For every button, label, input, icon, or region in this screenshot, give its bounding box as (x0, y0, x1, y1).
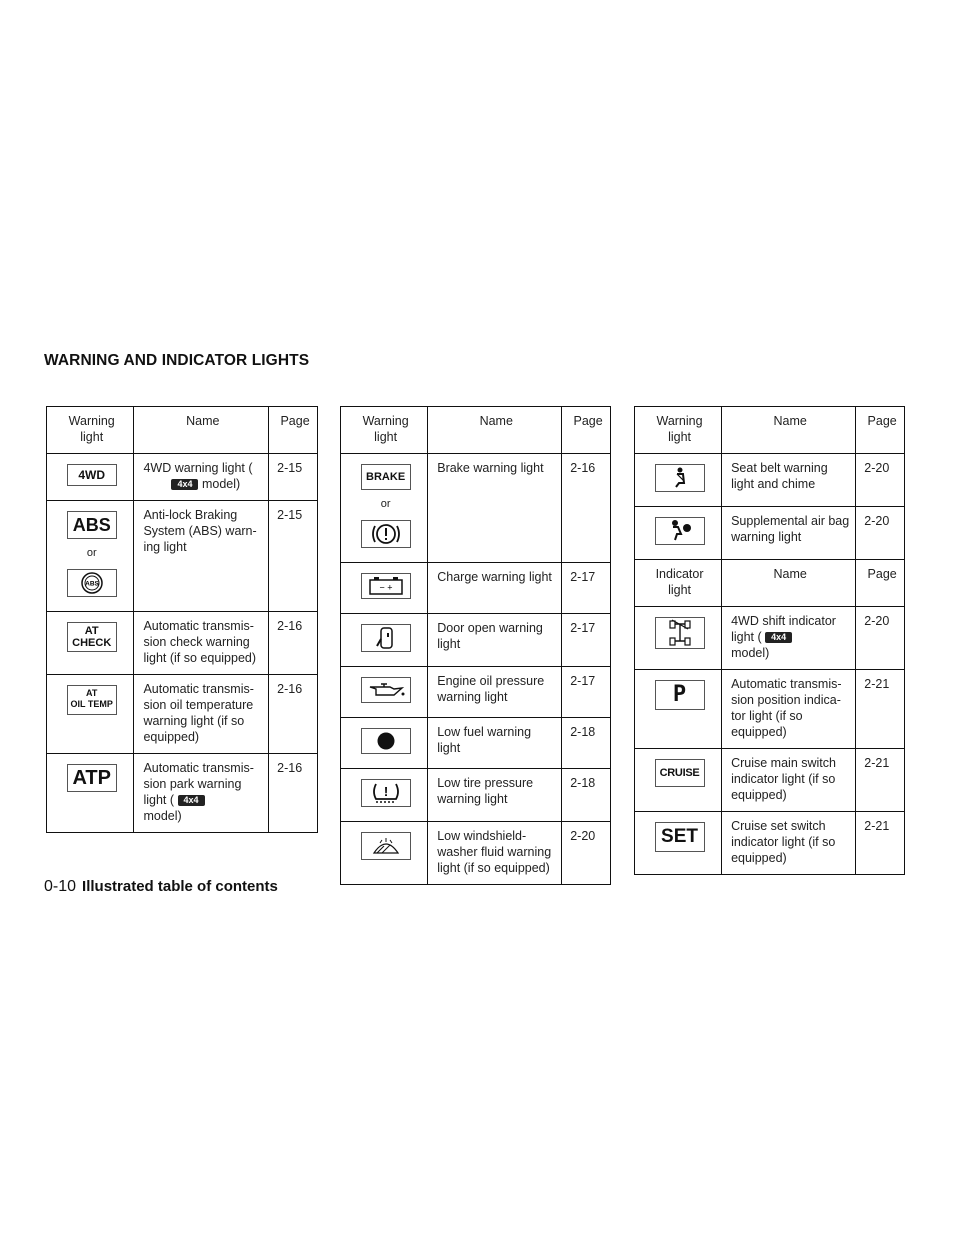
4x4-badge-icon: 4x4 (178, 795, 205, 806)
table-row: Engine oil pressure warning light 2-17 (341, 667, 611, 718)
warning-lights-table-1 (46, 406, 318, 833)
table-row: SET Cruise set switch indicator light (if so equipped) 2-21 (635, 812, 905, 875)
table-row: Low windshield- washer fluid warning light (if so equipped) 2-20 (341, 822, 611, 885)
header-page: Page (867, 414, 897, 428)
table-row: Low fuel warning light 2-18 (341, 718, 611, 769)
header-page: Page (280, 414, 310, 428)
header-page: Page (573, 414, 603, 428)
section-title: WARNING AND INDICATOR LIGHTS (44, 352, 310, 369)
table-row: ABS or ABS Anti-lock Braking System (ABS) warn- ing light 2-15 (47, 501, 318, 612)
page-number: 0-10 (44, 878, 77, 895)
table-row: − + Charge warning light 2-17 (341, 563, 611, 614)
tire-pressure-icon (361, 779, 411, 807)
oil-can-icon (361, 677, 411, 703)
brake-circle-icon (361, 520, 411, 548)
warning-lights-table-3 (634, 406, 905, 875)
header-warning-light: Warning light (47, 407, 134, 454)
table-row: 4WD shift indicator light ( 4x4 model) 2-20 (635, 607, 905, 670)
warning-lights-table-2 (340, 406, 611, 885)
table-row: Seat belt warning light and chime 2-20 (635, 454, 905, 507)
atp-icon: ATP (67, 764, 117, 792)
footer-title: Illustrated table of contents (82, 878, 278, 895)
table-row: P Automatic transmis- sion position indica- tor light (if so equipped) 2-21 (635, 670, 905, 749)
battery-icon (361, 573, 411, 599)
header-name: Name (428, 407, 562, 454)
header-page: Page (867, 567, 897, 581)
abs-text-icon: ABS (67, 511, 117, 539)
table-row: Door open warning light 2-17 (341, 614, 611, 667)
set-icon: SET (655, 822, 705, 852)
table-row: ATP Automatic transmis- sion park warning light ( 4x4 model) 2-16 (47, 754, 318, 833)
header-name: Name (722, 560, 856, 607)
fuel-dot-icon (361, 728, 411, 754)
table-row: ! Low tire pressure warning light 2-18 (341, 769, 611, 822)
svg-text:− +: − + (379, 582, 393, 593)
table-row: AT OIL TEMP Automatic transmis- sion oil temperature warning light (if so equipped) 2-16 (47, 675, 318, 754)
header-indicator-light: Indicator light (635, 560, 722, 607)
washer-fluid-icon (361, 832, 411, 860)
park-position-icon: P (655, 680, 705, 710)
4x4-badge-icon: 4x4 (765, 632, 792, 643)
header-warning-light: Warning light (635, 407, 722, 454)
table-row: 4WD 4WD warning light ( 4x4 model) 2-15 (47, 454, 318, 501)
header-name: Name (134, 407, 269, 454)
4wd-shift-icon (655, 617, 705, 649)
abs-circle-icon (67, 569, 117, 597)
at-check-icon: AT CHECK (67, 622, 117, 652)
cruise-icon: CRUISE (655, 759, 705, 787)
indicator-header-row (635, 560, 905, 607)
header-name: Name (722, 407, 856, 454)
header-warning-light: Warning light (341, 407, 428, 454)
svg-text:ABS: ABS (84, 580, 99, 588)
4wd-warning-icon: 4WD (67, 464, 117, 486)
table-row: AT CHECK Automatic transmis- sion check warning light (if so equipped) 2-16 (47, 612, 318, 675)
table-row: BRAKE or Brake warning light 2-16 (341, 454, 611, 563)
door-open-icon (361, 624, 411, 652)
table-row: CRUISE Cruise main switch indicator light (if so equipped) 2-21 (635, 749, 905, 812)
seat-belt-icon (655, 464, 705, 492)
page-footer (44, 878, 278, 896)
table-row: Supplemental air bag warning light 2-20 (635, 507, 905, 560)
brake-text-icon: BRAKE (361, 464, 411, 490)
at-oil-temp-icon: AT OIL TEMP (67, 685, 117, 715)
airbag-icon (655, 517, 705, 545)
svg-text:!: ! (383, 784, 388, 799)
4x4-badge-icon: 4x4 (171, 479, 198, 490)
